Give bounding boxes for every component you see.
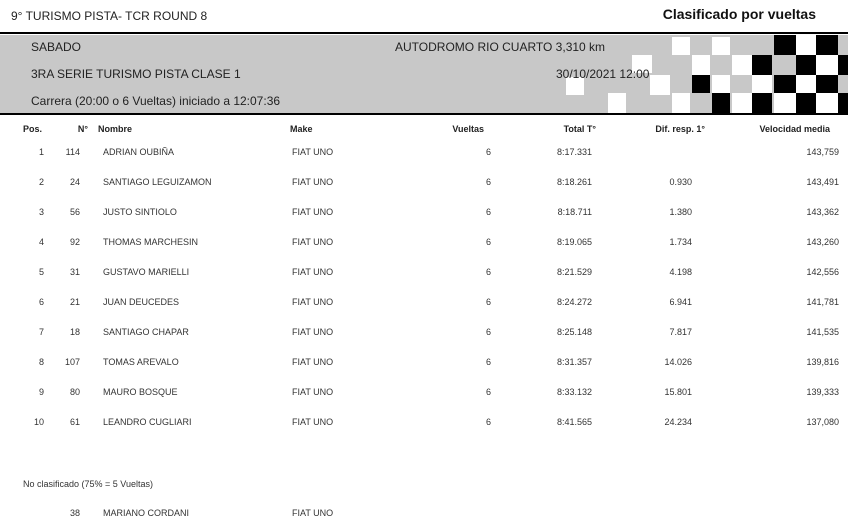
result-make: FIAT UNO — [292, 417, 334, 427]
result-gap: 24.234 — [664, 417, 692, 427]
result-make: FIAT UNO — [292, 147, 334, 157]
col-header-pos: Pos. — [22, 124, 42, 134]
result-total-time: 8:21.529 — [556, 267, 592, 277]
report-title: Clasificado por vueltas — [662, 6, 816, 22]
result-driver-name: SANTIAGO LEGUIZAMON — [103, 177, 212, 187]
result-driver-name: THOMAS MARCHESIN — [103, 237, 199, 247]
col-header-num: N° — [77, 124, 88, 134]
result-avg-speed: 139,333 — [806, 387, 839, 397]
result-avg-speed: 143,491 — [806, 177, 839, 187]
result-pos: 5 — [38, 267, 44, 277]
result-make: FIAT UNO — [292, 267, 334, 277]
track-name: AUTODROMO RIO CUARTO 3,310 km — [395, 40, 606, 54]
result-pos: 2 — [38, 177, 44, 187]
result-driver-name: ADRIAN OUBIÑA — [103, 147, 175, 157]
result-driver-name: JUSTO SINTIOLO — [103, 207, 177, 217]
result-gap: 0.930 — [669, 177, 692, 187]
result-laps: 6 — [485, 297, 491, 307]
table-row — [0, 237, 848, 251]
result-pos: 4 — [38, 237, 44, 247]
result-pos: 3 — [38, 207, 44, 217]
result-total-time: 8:18.711 — [557, 207, 592, 217]
result-car-number: 56 — [69, 207, 80, 217]
table-row — [0, 417, 848, 431]
band-divider — [0, 113, 848, 115]
result-driver-name: LEANDRO CUGLIARI — [103, 417, 192, 427]
result-total-time: 8:25.148 — [556, 327, 592, 337]
result-gap: 4.198 — [669, 267, 692, 277]
table-row — [0, 177, 848, 191]
header-band — [0, 35, 848, 113]
result-avg-speed: 139,816 — [806, 357, 839, 367]
result-pos: 6 — [38, 297, 44, 307]
result-total-time: 8:19.065 — [556, 237, 592, 247]
result-gap: 6.941 — [669, 297, 692, 307]
result-car-number: 80 — [69, 387, 80, 397]
result-driver-name: SANTIAGO CHAPAR — [103, 327, 189, 337]
table-row — [0, 207, 848, 221]
table-row — [0, 508, 848, 522]
col-header-make: Make — [290, 124, 313, 134]
race-info: Carrera (20:00 o 6 Vueltas) iniciado a 12:07:36 — [31, 94, 281, 108]
table-row — [0, 357, 848, 371]
result-pos: 7 — [38, 327, 44, 337]
result-avg-speed: 143,260 — [806, 237, 839, 247]
result-driver-name: GUSTAVO MARIELLI — [103, 267, 190, 277]
result-avg-speed: 143,759 — [806, 147, 839, 157]
result-gap: 1.380 — [669, 207, 692, 217]
result-car-number: 24 — [69, 177, 80, 187]
result-laps: 6 — [485, 417, 491, 427]
col-header-laps: Vueltas — [452, 124, 484, 134]
result-gap: 1.734 — [669, 237, 692, 247]
result-car-number: 107 — [64, 357, 80, 367]
result-driver-name: MAURO BOSQUE — [103, 387, 178, 397]
result-make: FIAT UNO — [292, 207, 334, 217]
col-header-total: Total T° — [563, 124, 596, 134]
result-driver-name: JUAN DEUCEDES — [103, 297, 180, 307]
result-total-time: 8:17.331 — [556, 147, 592, 157]
result-avg-speed: 137,080 — [806, 417, 839, 427]
result-car-number: 92 — [69, 237, 80, 247]
table-row — [0, 267, 848, 281]
result-gap: 14.026 — [664, 357, 692, 367]
result-make: FIAT UNO — [292, 387, 334, 397]
result-laps: 6 — [485, 357, 491, 367]
result-laps: 6 — [485, 387, 491, 397]
not-classified-label: No clasificado (75% = 5 Vueltas) — [23, 479, 153, 489]
result-pos: 1 — [38, 147, 44, 157]
result-avg-speed: 141,781 — [806, 297, 839, 307]
result-total-time: 8:33.132 — [556, 387, 592, 397]
col-header-name: Nombre — [98, 124, 133, 134]
result-laps: 6 — [485, 207, 491, 217]
col-header-speed: Velocidad media — [759, 124, 830, 134]
result-car-number: 114 — [65, 147, 80, 157]
result-avg-speed: 142,556 — [806, 267, 839, 277]
result-total-time: 8:24.272 — [556, 297, 592, 307]
result-make: FIAT UNO — [292, 297, 334, 307]
result-make: FIAT UNO — [292, 327, 334, 337]
nc-car-number: 38 — [69, 508, 80, 518]
result-gap: 15.801 — [664, 387, 692, 397]
result-total-time: 8:18.261 — [556, 177, 592, 187]
nc-make: FIAT UNO — [292, 508, 334, 518]
result-car-number: 18 — [69, 327, 80, 337]
session-datetime: 30/10/2021 12:00 — [556, 67, 650, 81]
series-name: 3RA SERIE TURISMO PISTA CLASE 1 — [31, 67, 241, 81]
result-make: FIAT UNO — [292, 237, 334, 247]
result-make: FIAT UNO — [292, 177, 334, 187]
result-make: FIAT UNO — [292, 357, 334, 367]
result-total-time: 8:41.565 — [556, 417, 592, 427]
table-row — [0, 327, 848, 341]
result-car-number: 61 — [69, 417, 80, 427]
result-avg-speed: 143,362 — [806, 207, 839, 217]
result-laps: 6 — [485, 177, 491, 187]
event-title: 9° TURISMO PISTA- TCR ROUND 8 — [11, 9, 208, 23]
result-car-number: 31 — [69, 267, 80, 277]
table-row — [0, 297, 848, 311]
col-header-dif: Dif. resp. 1° — [655, 124, 705, 134]
result-total-time: 8:31.357 — [556, 357, 592, 367]
result-pos: 10 — [33, 417, 44, 427]
result-laps: 6 — [485, 237, 491, 247]
result-laps: 6 — [485, 327, 491, 337]
result-car-number: 21 — [69, 297, 80, 307]
result-laps: 6 — [485, 147, 491, 157]
result-avg-speed: 141,535 — [806, 327, 839, 337]
nc-driver-name: MARIANO CORDANI — [103, 508, 190, 518]
result-driver-name: TOMAS AREVALO — [103, 357, 179, 367]
table-row — [0, 387, 848, 401]
result-pos: 8 — [38, 357, 44, 367]
result-laps: 6 — [485, 267, 491, 277]
session-day: SABADO — [31, 40, 82, 54]
result-pos: 9 — [38, 387, 44, 397]
result-gap: 7.817 — [669, 327, 692, 337]
table-row — [0, 147, 848, 161]
top-divider — [0, 32, 848, 34]
